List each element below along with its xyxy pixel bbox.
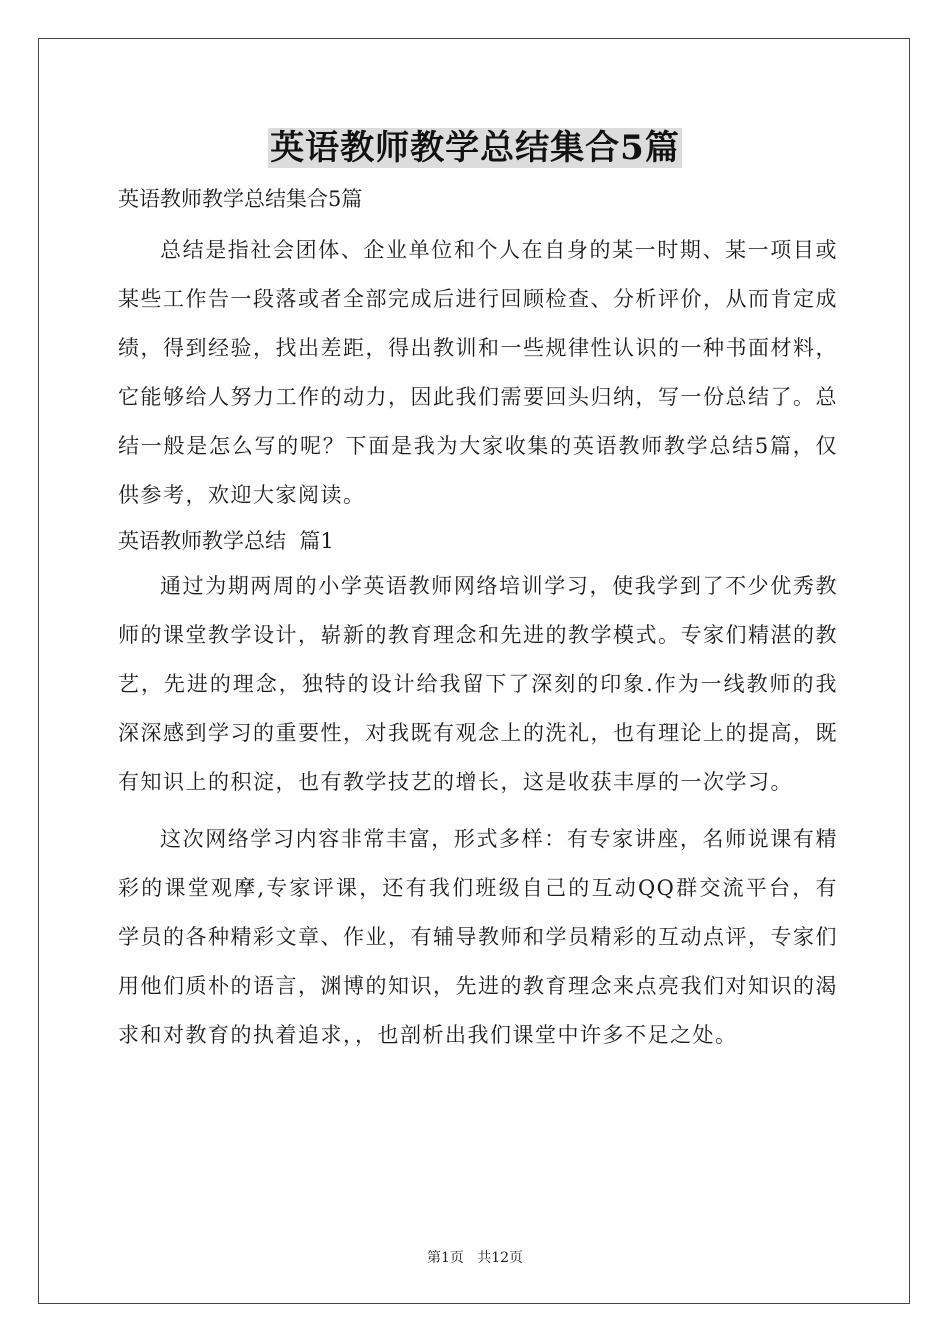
intro-paragraph: 总结是指社会团体、企业单位和个人在自身的某一时期、某一项目或某些工作告一段落或者全部完成后进行回顾检查、分析评价，从而肯定成绩，得到经验，找出差距，得出教训和一些规律性认识的一种书面材料，它能够给人努力工作的动力，因此我们需要回头归纳，写一份总结了。总结一般是怎么写的呢？下面是我为大家收集的英语教师教学总结5篇，仅供参考，欢迎大家阅读。	[118, 238, 838, 507]
body-paragraph-1: 通过为期两周的小学英语教师网络培训学习，使我学到了不少优秀教师的课堂教学设计，崭新的教育理念和先进的教学模式。专家们精湛的教艺，先进的理念，独特的设计给我留下了深刻的印象.作为一线教师的我深深感到学习的重要性，对我既有观念上的洗礼，也有理论上的提高，既有知识上的积淀，也有教学技艺的增长，这是收获丰厚的一次学习。	[118, 574, 838, 794]
document-subtitle: 英语教师教学总结集合5篇	[118, 187, 363, 211]
document-body	[118, 180, 838, 1060]
page-number: 第1页 共12页	[426, 1250, 524, 1266]
page-footer	[0, 1247, 950, 1267]
document-title: 英语教师教学总结集合5篇	[270, 128, 680, 168]
title-container	[0, 128, 950, 168]
body-paragraph-2: 这次网络学习内容非常丰富，形式多样：有专家讲座，名师说课有精彩的课堂观摩,专家评课，还有我们班级自己的互动QQ群交流平台，有学员的各种精彩文章、作业，有辅导教师和学员精彩的互动点评，专家们用他们质朴的语言，渊博的知识，先进的教育理念来点亮我们对知识的渴求和对教育的执着追求，，也剖析出我们课堂中许多不足之处。	[118, 827, 838, 1047]
section-heading: 英语教师教学总结 篇1	[118, 529, 334, 553]
